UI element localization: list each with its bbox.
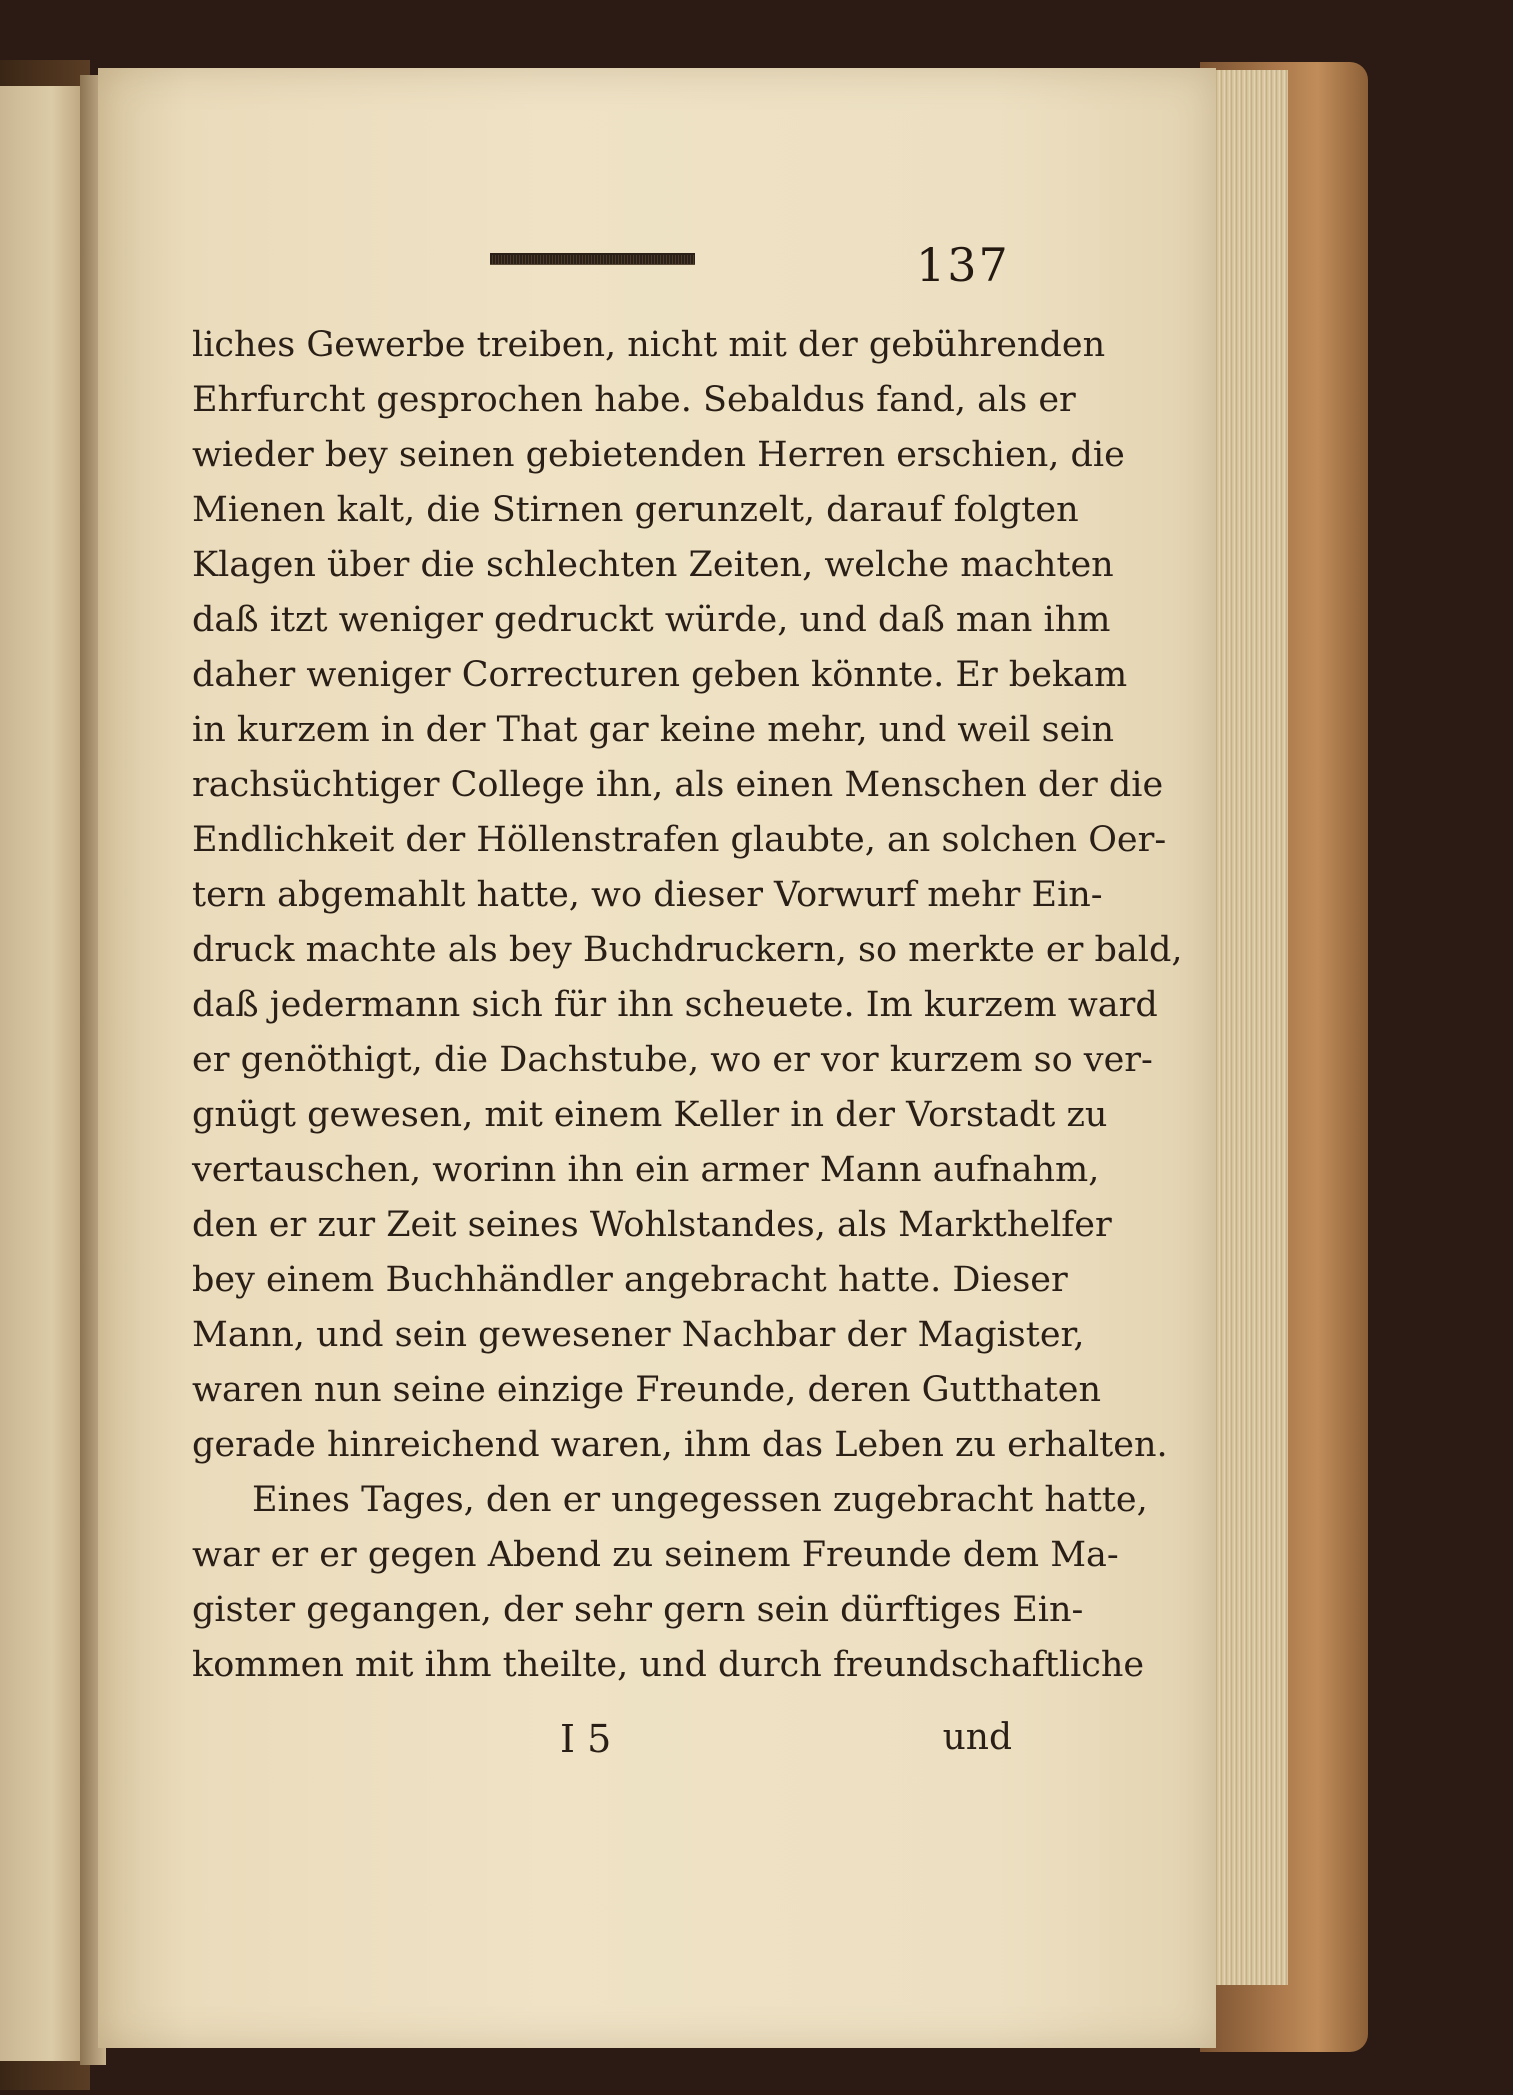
text-line: tern abgemahlt hatte, wo dieser Vorwurf mehr Ein- [192, 875, 1103, 915]
text-line: in kurzem in der That gar keine mehr, und weil sein [192, 710, 1114, 750]
text-line: Klagen über die schlechten Zeiten, welche machten [192, 545, 1114, 585]
text-line: Mienen kalt, die Stirnen gerunzelt, darauf folgten [192, 490, 1079, 530]
text-line: rachsüchtiger College ihn, als einen Menschen der die [192, 765, 1164, 805]
text-line: Eines Tages, den er ungegessen zugebracht hatte, [252, 1480, 1148, 1520]
page-footer [192, 1717, 1012, 1777]
text-line: daher weniger Correcturen geben könnte. Er bekam [192, 655, 1128, 695]
text-line: gerade hinreichend waren, ihm das Leben zu erhalten. [192, 1425, 1168, 1465]
text-line: daß jedermann sich für ihn scheuete. Im kurzem ward [192, 985, 1158, 1025]
text-line: den er zur Zeit seines Wohlstandes, als Markthelfer [192, 1205, 1112, 1245]
text-line: waren nun seine einzige Freunde, deren Gutthaten [192, 1370, 1102, 1410]
text-line: Mann, und sein gewesener Nachbar der Magister, [192, 1315, 1085, 1355]
page-number: 137 [916, 238, 1010, 292]
catchword: und [942, 1717, 1012, 1758]
header-rule [490, 253, 695, 265]
text-line: bey einem Buchhändler angebracht hatte. Dieser [192, 1260, 1068, 1300]
text-line: er genöthigt, die Dachstube, wo er vor kurzem so ver- [192, 1040, 1153, 1080]
text-line: kommen mit ihm theilte, und durch freundschaftliche [192, 1645, 1145, 1685]
left-page-edge [0, 86, 86, 2061]
page-edges [1208, 70, 1288, 1985]
text-line: daß itzt weniger gedruckt würde, und daß man ihm [192, 600, 1111, 640]
body-text [192, 318, 1183, 1693]
text-line: druck machte als bey Buchdruckern, so merkte er bald, [192, 930, 1183, 970]
text-line: gnügt gewesen, mit einem Keller in der Vorstadt zu [192, 1095, 1108, 1135]
signature-mark: I 5 [560, 1717, 612, 1761]
text-line: wieder bey seinen gebietenden Herren erschien, die [192, 435, 1125, 475]
text-line: liches Gewerbe treiben, nicht mit der gebührenden [192, 325, 1106, 365]
text-line: Ehrfurcht gesprochen habe. Sebaldus fand, als er [192, 380, 1076, 420]
text-line: war er er gegen Abend zu seinem Freunde dem Ma- [192, 1535, 1119, 1575]
text-line: Endlichkeit der Höllenstrafen glaubte, an solchen Oer- [192, 820, 1167, 860]
text-line: vertauschen, worinn ihn ein armer Mann aufnahm, [192, 1150, 1100, 1190]
text-line: gister gegangen, der sehr gern sein dürftiges Ein- [192, 1590, 1084, 1630]
